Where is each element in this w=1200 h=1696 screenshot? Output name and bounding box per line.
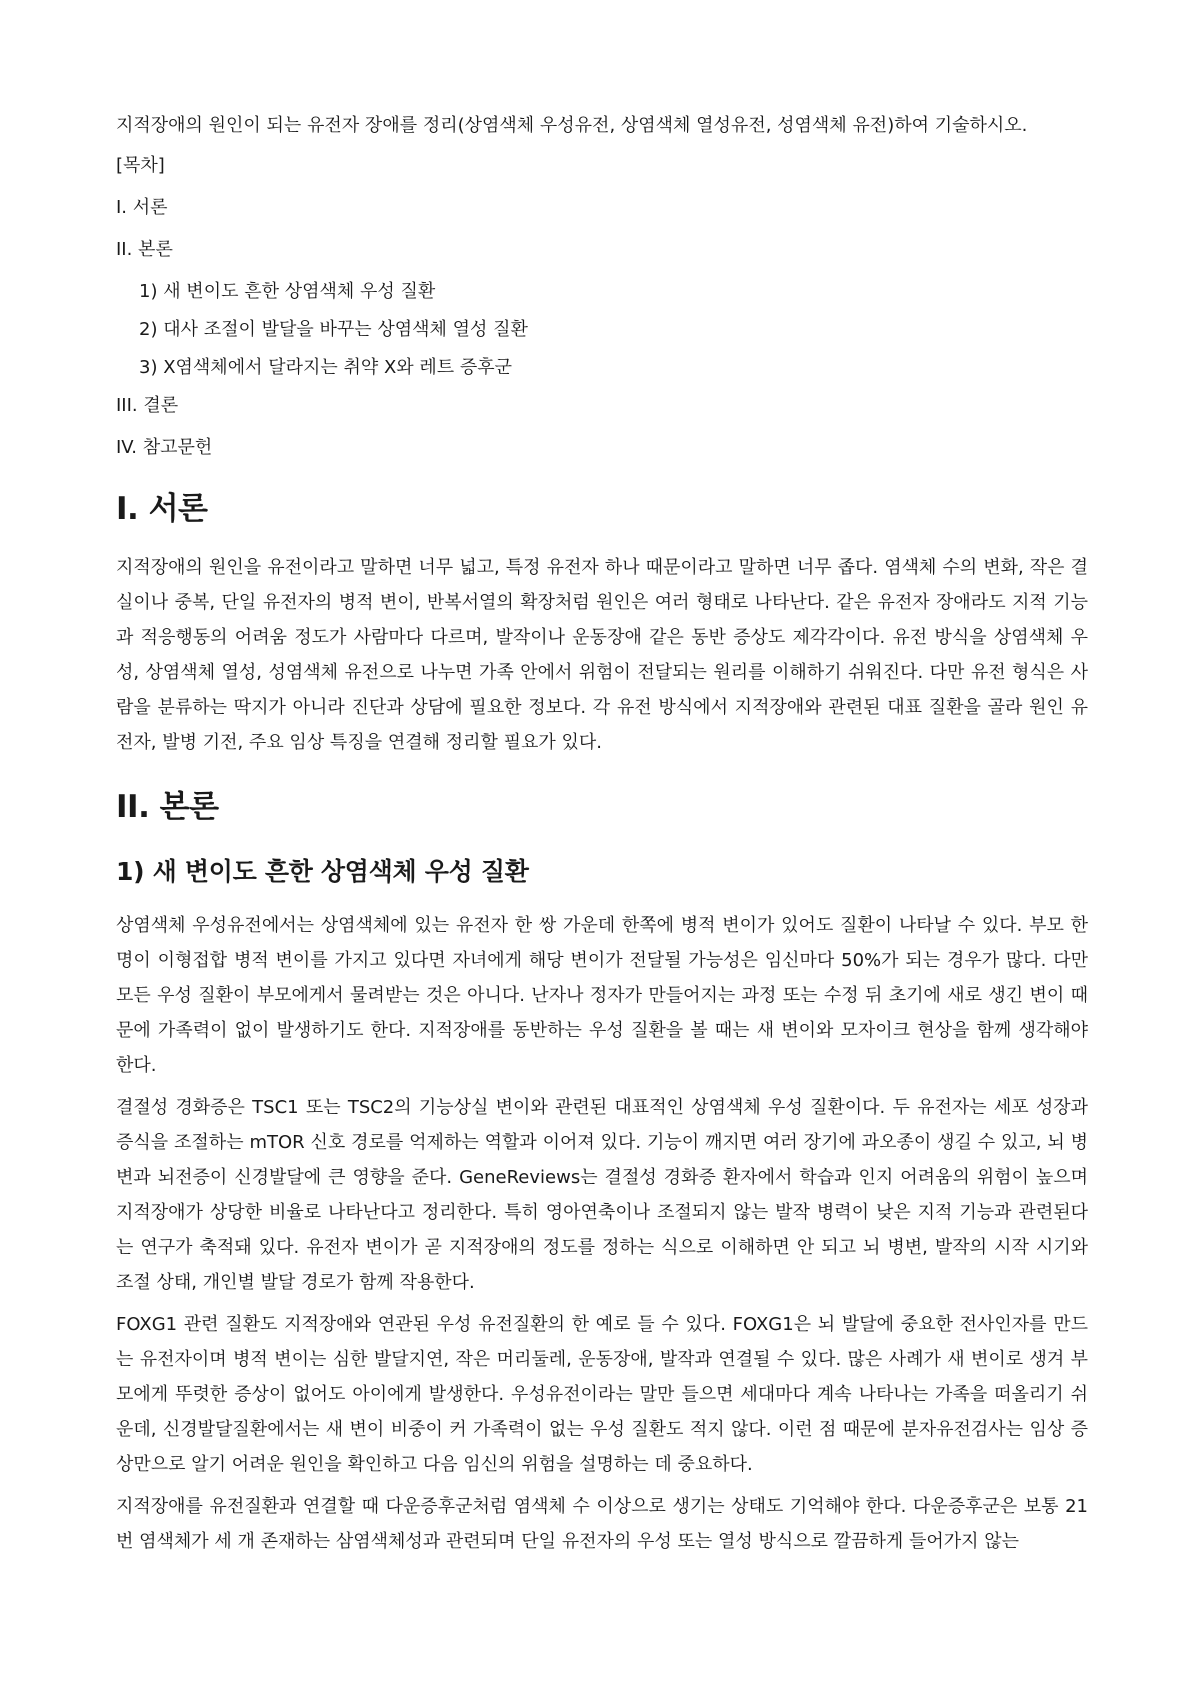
- toc-subitem-3: 3) X염색체에서 달라지는 취약 X와 레트 증후군: [139, 357, 513, 378]
- body-heading: II. 본론: [116, 789, 219, 825]
- toc-subitem-2: 2) 대사 조절이 발달을 바꾸는 상염색체 열성 질환: [139, 319, 528, 340]
- toc-label: [목차]: [116, 155, 165, 176]
- subsection-1-heading: 1) 새 변이도 흔한 상염색체 우성 질환: [116, 857, 529, 886]
- paragraph-foxg1: FOXG1 관련 질환도 지적장애와 연관된 우성 유전질환의 한 예로 들 수 있다. FOXG1은 뇌 발달에 중요한 전사인자를 만드는 유전자이며 병적 변이는 심한 발달지연, 작은 머리둘레, 운동장애, 발작과 연결될 수 있다. 많은 사례가 새 변이로 생겨 부모에게 뚜렷한 증상이 없어도 아이에게 발생한다. 우성유전이라는 말만 들으면 세대마다 계속 나타나는 가족을 떠올리기 쉬운데, 신경발달질환에서는 새 변이 비중이 커 가족력이 없는 우성 질환도 적지 않다. 이런 점 때문에 분자유전검사는 임상 증상만으로 알기 어려운 원인을 확인하고 다음 임신의 위험을 설명하는 데 중요하다.: [116, 1314, 1088, 1475]
- assignment-prompt: 지적장애의 원인이 되는 유전자 장애를 정리(상염색체 우성유전, 상염색체 열성유전, 성염색체 유전)하여 기술하시오.: [116, 115, 1028, 136]
- toc-item-conclusion: III. 결론: [116, 395, 179, 416]
- toc-item-intro: I. 서론: [116, 197, 168, 218]
- paragraph-down-syndrome: 지적장애를 유전질환과 연결할 때 다운증후군처럼 염색체 수 이상으로 생기는 상태도 기억해야 한다. 다운증후군은 보통 21번 염색체가 세 개 존재하는 삼염색체성과 관련되며 단일 유전자의 우성 또는 열성 방식으로 깔끔하게 들어가지 않는: [116, 1496, 1088, 1552]
- intro-paragraph: 지적장애의 원인을 유전이라고 말하면 너무 넓고, 특정 유전자 하나 때문이라고 말하면 너무 좁다. 염색체 수의 변화, 작은 결실이나 중복, 단일 유전자의 병적 변이, 반복서열의 확장처럼 원인은 여러 형태로 나타난다. 같은 유전자 장애라도 지적 기능과 적응행동의 어려움 정도가 사람마다 다르며, 발작이나 운동장애 같은 동반 증상도 제각각이다. 유전 방식을 상염색체 우성, 상염색체 열성, 성염색체 유전으로 나누면 가족 안에서 위험이 전달되는 원리를 이해하기 쉬워진다. 다만 유전 형식은 사람을 분류하는 딱지가 아니라 진단과 상담에 필요한 정보다. 각 유전 방식에서 지적장애와 관련된 대표 질환을 골라 원인 유전자, 발병 기전, 주요 임상 특징을 연결해 정리할 필요가 있다.: [116, 557, 1088, 753]
- intro-heading: I. 서론: [116, 491, 208, 527]
- toc-item-body: II. 본론: [116, 239, 173, 260]
- document-page: [116, 112, 1088, 1566]
- paragraph-dominant-inheritance: 상염색체 우성유전에서는 상염색체에 있는 유전자 한 쌍 가운데 한쪽에 병적 변이가 있어도 질환이 나타날 수 있다. 부모 한 명이 이형접합 병적 변이를 가지고 있다면 자녀에게 해당 변이가 전달될 가능성은 임신마다 50%가 되는 경우가 많다. 다만 모든 우성 질환이 부모에게서 물려받는 것은 아니다. 난자나 정자가 만들어지는 과정 또는 수정 뒤 초기에 새로 생긴 변이 때문에 가족력이 없이 발생하기도 한다. 지적장애를 동반하는 우성 질환을 볼 때는 새 변이와 모자이크 현상을 함께 생각해야 한다.: [116, 915, 1088, 1076]
- toc-item-references: IV. 참고문헌: [116, 437, 213, 458]
- paragraph-tuberous-sclerosis: 결절성 경화증은 TSC1 또는 TSC2의 기능상실 변이와 관련된 대표적인 상염색체 우성 질환이다. 두 유전자는 세포 성장과 증식을 조절하는 mTOR 신호 경로를 억제하는 역할과 이어져 있다. 기능이 깨지면 여러 장기에 과오종이 생길 수 있고, 뇌 병변과 뇌전증이 신경발달에 큰 영향을 준다. GeneReviews는 결절성 경화증 환자에서 학습과 인지 어려움의 위험이 높으며 지적장애가 상당한 비율로 나타난다고 정리한다. 특히 영아연축이나 조절되지 않는 발작 병력이 낮은 지적 기능과 관련된다는 연구가 축적돼 있다. 유전자 변이가 곧 지적장애의 정도를 정하는 식으로 이해하면 안 되고 뇌 병변, 발작의 시작 시기와 조절 상태, 개인별 발달 경로가 함께 작용한다.: [116, 1097, 1088, 1293]
- toc-subitem-1: 1) 새 변이도 흔한 상염색체 우성 질환: [139, 281, 436, 302]
